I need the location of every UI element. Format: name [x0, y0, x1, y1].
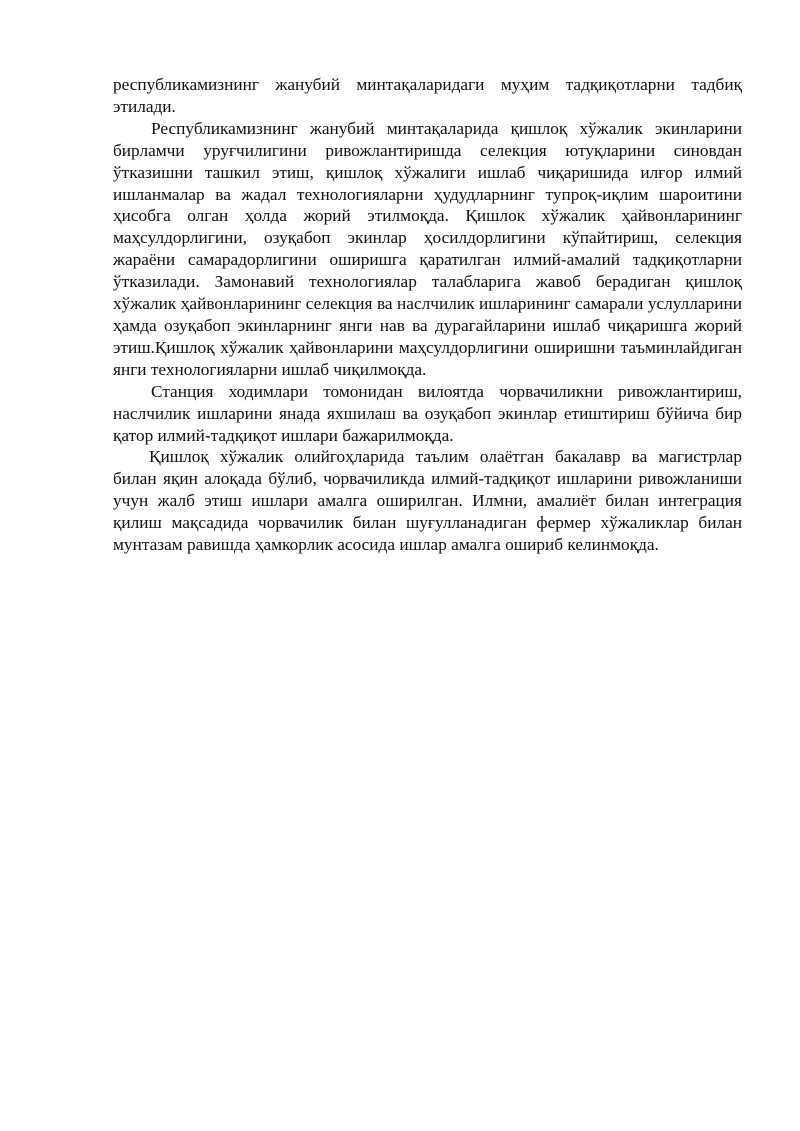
- paragraph-higher-education: Қишлоқ хўжалик олийгоҳларида таълим олаётган бакалавр ва магистрлар билан яқин алоқада бўлиб, чорвачиликда илмий-тадқиқот ишларини ривожланиши учун жалб этиш ишлари амалга оширилган. Илмни, амалиёт билан интеграция қилиш мақсадида чорвачилик билан шуғулланадиган фермер хўжаликлар билан мунтазам равишда ҳамкорлик асосида ишлар амалга ошириб келинмоқда.: [113, 447, 742, 555]
- paragraph-station-staff: Станция ходимлари томонидан вилоятда чорвачиликни ривожлантириш, наслчилик ишларини янада яхшилаш ва озуқабоп экинлар етиштириш бўйича бир қатор илмий-тадқиқот ишлари бажарилмоқда.: [113, 381, 742, 445]
- document-page: [113, 74, 742, 556]
- paragraph-southern-regions: Республикамизнинг жанубий минтақаларида қишлоқ хўжалик экинларини бирламчи уруғчилигини ривожлантиришда селекция ютуқларини синовдан ўтказишни ташкил этиш, қишлоқ хўжалиги ишлаб чиқаришида илғор илмий ишланмалар ва жадал технологияларни ҳудудларнинг тупроқ-иқлим шароитини ҳисобга олган ҳолда жорий этилмоқда. Қишлок хўжалик ҳайвонларининг маҳсулдорлигини, озуқабоп экинлар ҳосилдорлигини кўпайтириш, селекция жараёни самарадорлигини оширишга қаратилган илмий-амалий тадқиқотларни ўтказилади. Замонавий технологиялар талабларига жавоб берадиган қишлоқ хўжалик ҳайвонларининг селекция ва наслчилик ишларининг самарали услулларини ҳамда озуқабоп экинларнинг янги нав ва дурагайларини ишлаб чиқаришга жорий этиш.Қишлоқ хўжалик ҳайвонларини маҳсулдорлигини оширишни таъминлайдиган янги технологияларни ишлаб чиқилмоқда.: [113, 118, 742, 379]
- paragraph-continuation: республикамизнинг жанубий минтақаларидаги муҳим тадқиқотларни тадбиқ этилади.: [113, 75, 742, 116]
